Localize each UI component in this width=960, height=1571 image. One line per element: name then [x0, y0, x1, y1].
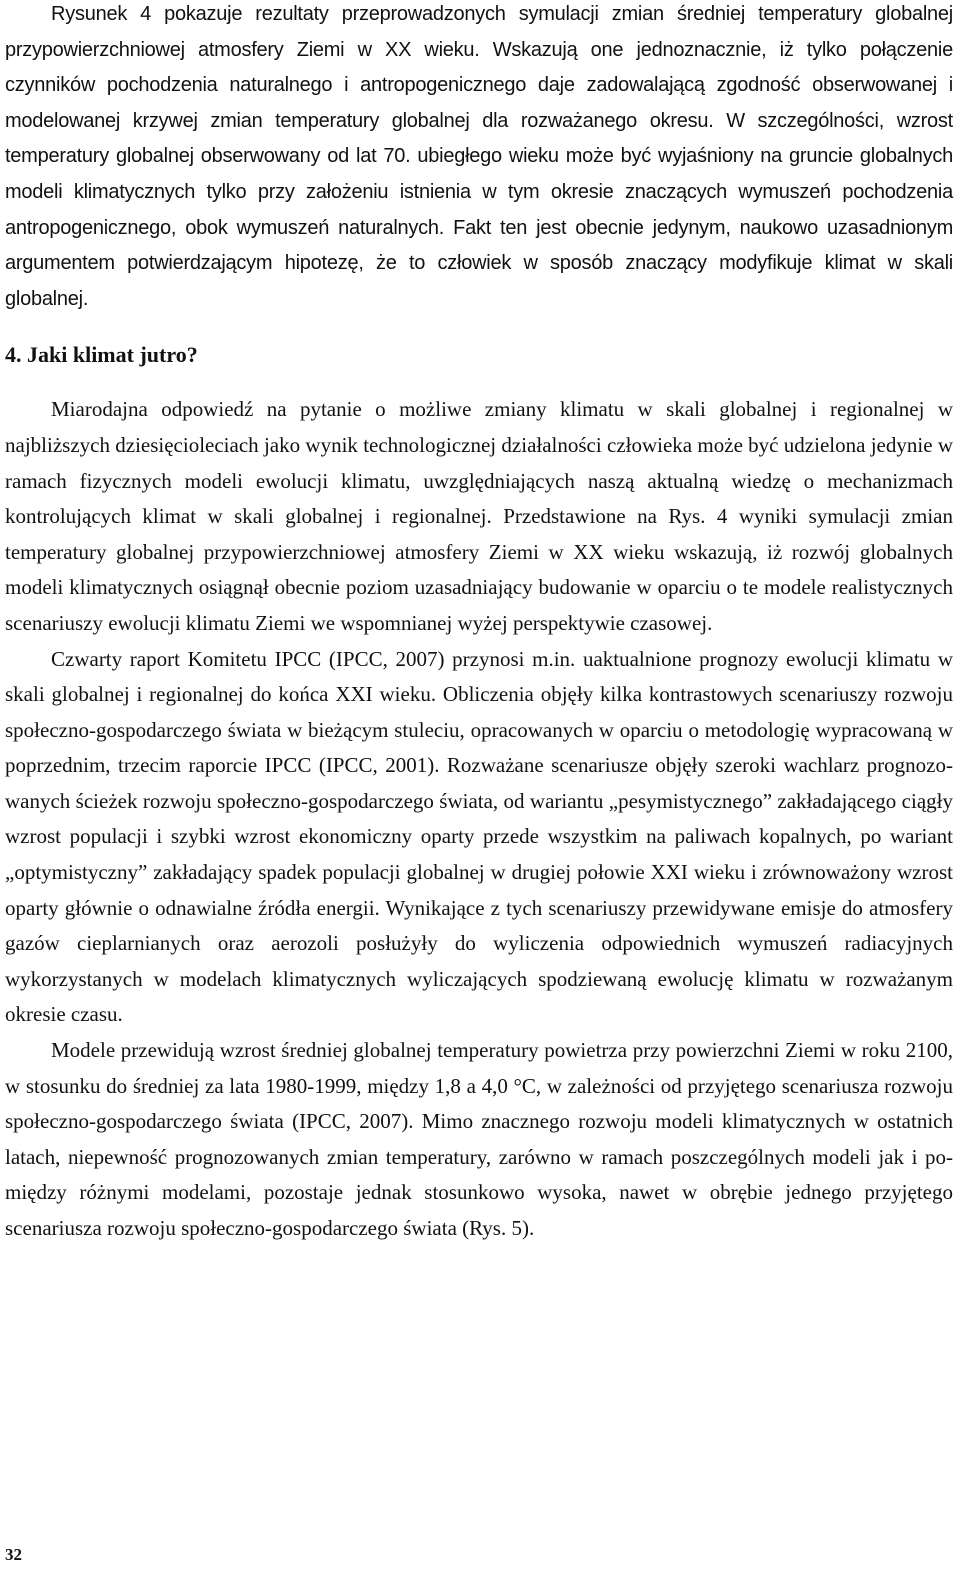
document-page: [5, 0, 953, 1247]
body-paragraph-1: Miarodajna odpowiedź na pytanie o możliwe zmiany klimatu w skali globalnej i regionalnej w najbliższych dziesięcioleciach jako wynik technologicznej działalności człowieka może być udzielona jedynie w ramach fizycznych modeli ewolucji klimatu, uwzględniających naszą aktualną wiedzę o mechanizmach kontrolujących klimat w skali globalnej i regionalnej. Przedstawione na Rys. 4 wyniki symulacji zmian temperatury globalnej przypowierzchniowej atmosfery Ziemi w XX wieku wskazują, iż rozwój globalnych modeli klimatycznych osiągnął obecnie poziom uzasadniający budowanie w oparciu o te modele realistycznych scenariuszy ewolucji klimatu Ziemi we wspomnianej wyżej perspektywie czasowej.: [5, 397, 953, 635]
page-number: 32: [5, 1545, 22, 1564]
body-paragraph-3: Modele przewidują wzrost średniej globalnej temperatury powietrza przy powierzchni Ziemi w roku 2100, w stosunku do średniej za lata 1980-1999, między 1,8 a 4,0 °C, w zależności od przyjętego scenariusza rozwoju społeczno-gospodarczego świata (IPCC, 2007). Mimo znacznego rozwoju modeli klimatycznych w ostatnich latach, niepewność prognozowanych zmian temperatury, zarówno w ramach poszczególnych modeli jak i pomiędzy różnymi modelami, pozostaje jednak stosunkowo wysoka, nawet w obrębie jednego przyjętego scenariusza rozwoju społeczno-gospodarczego świata (Rys. 5).: [5, 1038, 953, 1240]
intro-paragraph: Rysunek 4 pokazuje rezultaty przeprowadzonych symulacji zmian średniej temperatury globalnej przypowierzchniowej atmosfery Ziemi w XX wieku. Wskazują one jednoznacznie, iż tylko połączenie czynników pochodzenia naturalnego i antropogenicznego daje zadowalającą zgodność obserwowanej i modelowanej krzywej zmian temperatury globalnej dla rozważanego okresu. W szczególności, wzrost temperatury globalnej obserwowany od lat 70. ubiegłego wieku może być wyjaśniony na gruncie globalnych modeli klimatycznych tylko przy założeniu istnienia w tym okresie znaczących wymuszeń pochodzenia antropogenicznego, obok wymuszeń naturalnych. Fakt ten jest obecnie jedynym, naukowo uzasadnionym argumentem potwierdzającym hipotezę, że to człowiek w sposób znaczący modyfikuje klimat w skali globalnej.: [5, 3, 953, 310]
body-paragraph-2: Czwarty raport Komitetu IPCC (IPCC, 2007) przynosi m.in. uaktualnione prognozy ewolucji klimatu w skali globalnej i regionalnej do końca XXI wieku. Obliczenia objęły kilka kontrastowych scenariuszy rozwoju społeczno-gospodarczego świata w bieżącym stuleciu, opracowanych w oparciu o metodologię wypracowaną w poprzednim, trzecim raporcie IPCC (IPCC, 2001). Rozważane scenariusze objęły szeroki wachlarz prognozowanych ścieżek rozwoju społeczno-gospodarczego świata, od wariantu „pesymistycznego” zakładającego ciągły wzrost populacji i szybki wzrost ekonomiczny oparty przede wszystkim na paliwach kopalnych, po wariant „optymistyczny” zakładający spadek populacji globalnej w drugiej połowie XXI wieku i zrównoważony wzrost oparty głównie o odnawialne źródła energii. Wynikające z tych scenariuszy przewidywane emisje do atmosfery gazów cieplarnianych oraz aerozoli posłużyły do wyliczenia odpowiednich wymuszeń radiacyjnych wykorzystanych w modelach klimatycznych wyliczających spodziewaną ewolucję klimatu w rozważanym okresie czasu.: [5, 646, 953, 1027]
section-heading: 4. Jaki klimat jutro?: [5, 342, 198, 368]
